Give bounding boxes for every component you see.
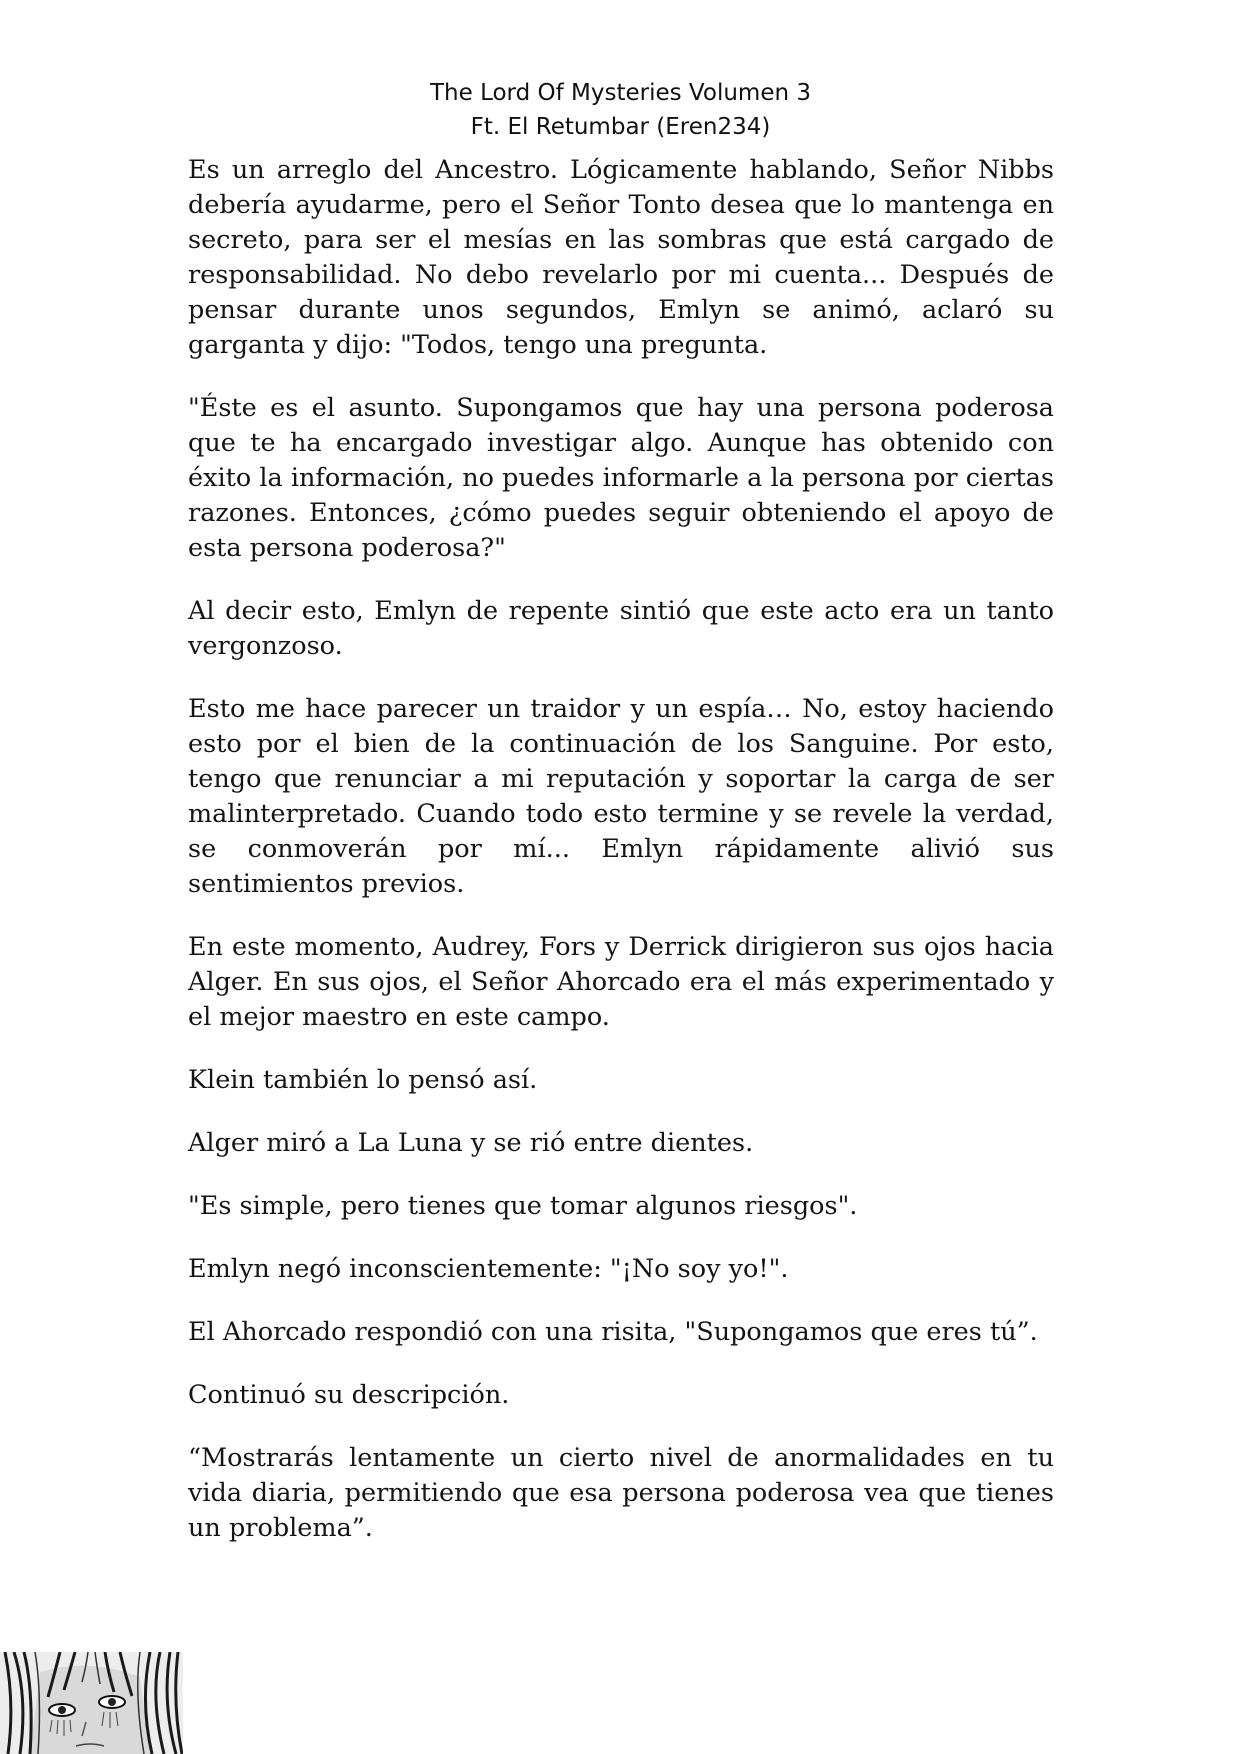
paragraph: Emlyn negó inconscientemente: "¡No soy yo!". (188, 1254, 789, 1284)
paragraph: Alger miró a La Luna y se rió entre dientes. (188, 1128, 754, 1158)
paragraph: En este momento, Audrey, Fors y Derrick dirigieron sus ojos hacia Alger. En sus ojos, el Señor Ahorcado era el más experimentado y el mejor maestro en este campo. (188, 932, 1054, 1032)
document-body (188, 153, 1054, 1574)
header-title: The Lord Of Mysteries Volumen 3 (429, 80, 811, 106)
paragraph: "Éste es el asunto. Supongamos que hay una persona poderosa que te ha encargado investigar algo. Aunque has obtenido con éxito la información, no puedes informarle a la persona por ciertas razones. Entonces, ¿cómo puedes seguir obteniendo el apoyo de esta persona poderosa?" (188, 393, 1054, 563)
paragraph: Es un arreglo del Ancestro. Lógicamente hablando, Señor Nibbs debería ayudarme, pero el Señor Tonto desea que lo mantenga en secreto, para ser el mesías en las sombras que está cargado de responsabilidad. No debo revelarlo por mi cuenta... Después de pensar durante unos segundos, Emlyn se animó, aclaró su garganta y dijo: "Todos, tengo una pregunta. (188, 155, 1054, 360)
paragraph: Continuó su descripción. (188, 1380, 510, 1410)
manga-portrait-icon (0, 1652, 183, 1754)
paragraph: Klein también lo pensó así. (188, 1065, 538, 1095)
paragraph: El Ahorcado respondió con una risita, "Supongamos que eres tú”. (188, 1317, 1038, 1347)
header-subtitle: Ft. El Retumbar (Eren234) (470, 114, 771, 140)
paragraph: “Mostrarás lentamente un cierto nivel de anormalidades en tu vida diaria, permitiendo que esa persona poderosa vea que tienes un problema”. (188, 1443, 1054, 1543)
page-header (0, 76, 1241, 144)
paragraph: Esto me hace parecer un traidor y un espía… No, estoy haciendo esto por el bien de la continuación de los Sanguine. Por esto, tengo que renunciar a mi reputación y soportar la carga de ser malinterpretado. Cuando todo esto termine y se revele la verdad, se conmoverán por mí... Emlyn rápidamente alivió sus sentimientos previos. (188, 694, 1054, 899)
paragraph: "Es simple, pero tienes que tomar algunos riesgos". (188, 1191, 858, 1221)
paragraph: Al decir esto, Emlyn de repente sintió que este acto era un tanto vergonzoso. (188, 596, 1054, 661)
